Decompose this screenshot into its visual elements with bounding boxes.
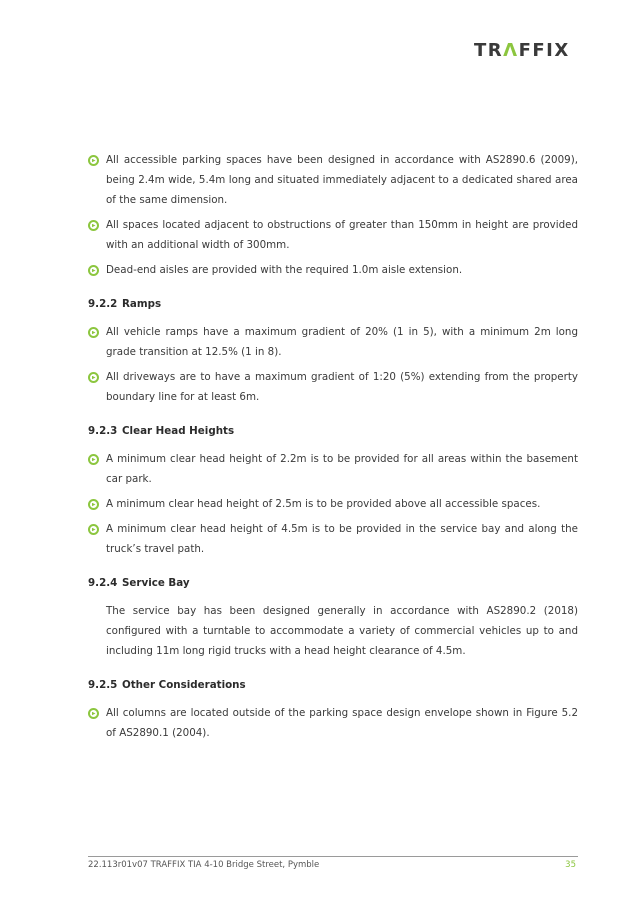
bullet-item	[88, 260, 578, 280]
bullet-text: All vehicle ramps have a maximum gradient of 20% (1 in 5), with a minimum 2m long grade transition at 12.5% (1 in 8).	[106, 326, 578, 358]
section-heading-service-bay	[88, 573, 578, 593]
bullet-item	[88, 703, 578, 743]
section-heading-ramps	[88, 294, 578, 314]
bullet-arrow-icon	[88, 454, 99, 465]
section-title: Clear Head Heights	[122, 425, 235, 437]
bullet-item	[88, 519, 578, 559]
bullet-arrow-icon	[88, 708, 99, 719]
traffix-logo	[474, 40, 570, 61]
document-body	[88, 150, 578, 748]
logo-prefix: TR	[474, 40, 504, 61]
section-title: Service Bay	[122, 577, 190, 589]
logo-suffix: FFIX	[518, 40, 570, 61]
bullet-text: All columns are located outside of the parking space design envelope shown in Figure 5.2 of AS2890.1 (2004).	[106, 707, 578, 739]
section-title: Other Considerations	[122, 679, 246, 691]
section-number: 9.2.2	[88, 298, 118, 310]
bullet-item	[88, 367, 578, 407]
bullet-arrow-icon	[88, 265, 99, 276]
bullet-text: All spaces located adjacent to obstructions of greater than 150mm in height are provided with an additional width of 300mm.	[106, 219, 578, 251]
bullet-item	[88, 322, 578, 362]
bullet-text: All driveways are to have a maximum gradient of 1:20 (5%) extending from the property boundary line for at least 6m.	[106, 371, 578, 403]
section-number: 9.2.5	[88, 679, 118, 691]
bullet-arrow-icon	[88, 524, 99, 535]
section-number: 9.2.3	[88, 425, 118, 437]
page-number: 35	[565, 860, 576, 870]
bullet-arrow-icon	[88, 220, 99, 231]
bullet-arrow-icon	[88, 372, 99, 383]
bullet-text: A minimum clear head height of 2.2m is to be provided for all areas within the basement car park.	[106, 453, 578, 485]
bullet-item	[88, 215, 578, 255]
bullet-text: All accessible parking spaces have been designed in accordance with AS2890.6 (2009), being 2.4m wide, 5.4m long and situated immediately adjacent to a dedicated shared area of the same dimension.	[106, 154, 578, 206]
bullet-item	[88, 494, 578, 514]
section-number: 9.2.4	[88, 577, 118, 589]
bullet-text: A minimum clear head height of 2.5m is to be provided above all accessible spaces.	[106, 498, 541, 510]
bullet-text: A minimum clear head height of 4.5m is to be provided in the service bay and along the truck’s travel path.	[106, 523, 578, 555]
bullet-arrow-icon	[88, 155, 99, 166]
section-heading-clear-head-heights	[88, 421, 578, 441]
bullet-item	[88, 150, 578, 210]
bullet-arrow-icon	[88, 327, 99, 338]
section-heading-other-considerations	[88, 675, 578, 695]
footer-divider	[88, 856, 578, 857]
service-bay-paragraph: The service bay has been designed generally in accordance with AS2890.2 (2018) configured with a turntable to accommodate a variety of commercial vehicles up to and including 11m long rigid trucks with a head height clearance of 4.5m.	[106, 605, 578, 657]
bullet-arrow-icon	[88, 499, 99, 510]
logo-mark: Λ	[503, 40, 519, 61]
section-title: Ramps	[122, 298, 162, 310]
footer-reference: 22.113r01v07 TRAFFIX TIA 4-10 Bridge Street, Pymble	[88, 860, 320, 870]
bullet-text: Dead-end aisles are provided with the required 1.0m aisle extension.	[106, 264, 463, 276]
bullet-item	[88, 449, 578, 489]
